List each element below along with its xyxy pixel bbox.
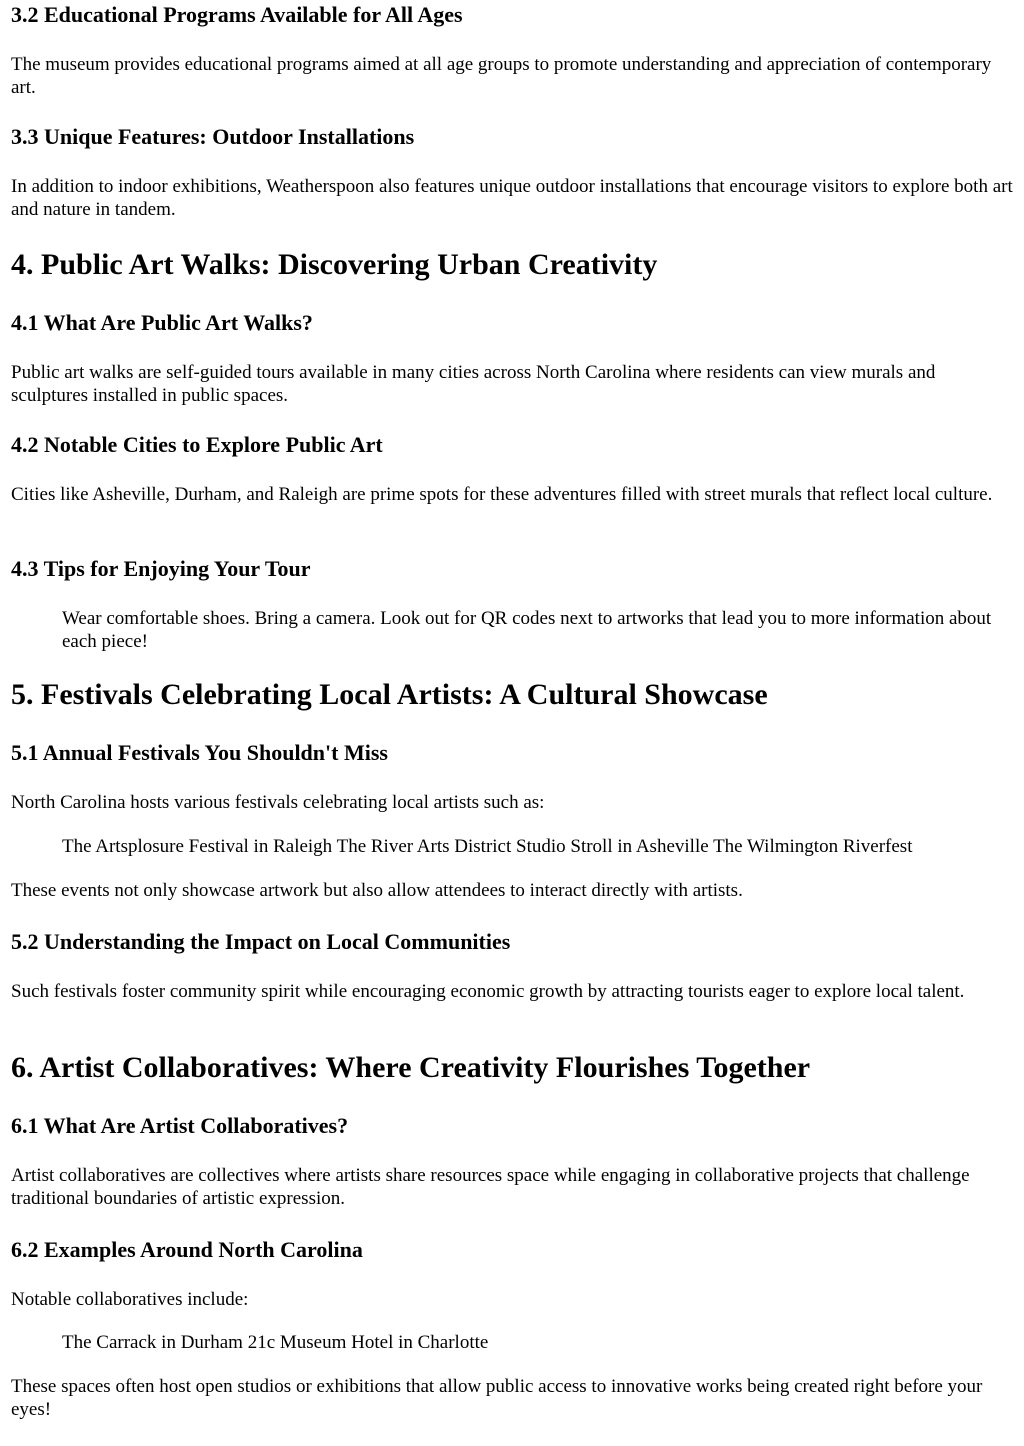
festivals-blockquote: The Artsplosure Festival in Raleigh The River Arts District Studio Stroll in Asheville The Wilmington Riverfest: [62, 836, 913, 857]
paragraph-4-1: Public art walks are self-guided tours available in many cities across North Carolina where residents can view murals and sculptures installed in public spaces.: [11, 362, 936, 406]
paragraph-6-1: Artist collaboratives are collectives where artists share resources space while engaging in collaborative projects that challenge traditional boundaries of artistic expression.: [11, 1165, 970, 1209]
paragraph-5-2: Such festivals foster community spirit while encouraging economic growth by attracting tourists eager to explore local talent.: [11, 981, 965, 1002]
paragraph-5-1-outro: These events not only showcase artwork but also allow attendees to interact directly with artists.: [11, 880, 743, 901]
heading-6-1: 6.1 What Are Artist Collaboratives?: [11, 1113, 349, 1138]
heading-6-2: 6.2 Examples Around North Carolina: [11, 1237, 363, 1262]
paragraph-5-1-intro: North Carolina hosts various festivals celebrating local artists such as:: [11, 792, 545, 813]
heading-4-1: 4.1 What Are Public Art Walks?: [11, 310, 313, 335]
heading-4-2: 4.2 Notable Cities to Explore Public Art: [11, 432, 383, 457]
paragraph-3-3: In addition to indoor exhibitions, Weatherspoon also features unique outdoor installations that encourage visitors to explore both art and nature in tandem.: [11, 176, 1013, 220]
paragraph-3-2: The museum provides educational programs aimed at all age groups to promote understanding and appreciation of contemporary art.: [11, 54, 992, 98]
paragraph-4-2: Cities like Asheville, Durham, and Raleigh are prime spots for these adventures filled with street murals that reflect local culture.: [11, 484, 993, 505]
heading-4-3: 4.3 Tips for Enjoying Your Tour: [11, 556, 311, 581]
tips-blockquote: Wear comfortable shoes. Bring a camera. Look out for QR codes next to artworks that lead you to more information about each piece!: [62, 608, 992, 652]
heading-4: 4. Public Art Walks: Discovering Urban Creativity: [11, 248, 658, 281]
heading-6: 6. Artist Collaboratives: Where Creativity Flourishes Together: [11, 1051, 811, 1084]
heading-3-3: 3.3 Unique Features: Outdoor Installations: [11, 124, 415, 149]
paragraph-6-2-outro: These spaces often host open studios or exhibitions that allow public access to innovative works being created right before your eyes!: [11, 1376, 983, 1420]
heading-3-2: 3.2 Educational Programs Available for All Ages: [11, 2, 463, 27]
paragraph-6-2-intro: Notable collaboratives include:: [11, 1289, 249, 1310]
collaboratives-blockquote: The Carrack in Durham 21c Museum Hotel in Charlotte: [62, 1332, 489, 1353]
heading-5: 5. Festivals Celebrating Local Artists: A Cultural Showcase: [11, 678, 768, 711]
heading-5-2: 5.2 Understanding the Impact on Local Communities: [11, 929, 511, 954]
heading-5-1: 5.1 Annual Festivals You Shouldn't Miss: [11, 740, 388, 765]
